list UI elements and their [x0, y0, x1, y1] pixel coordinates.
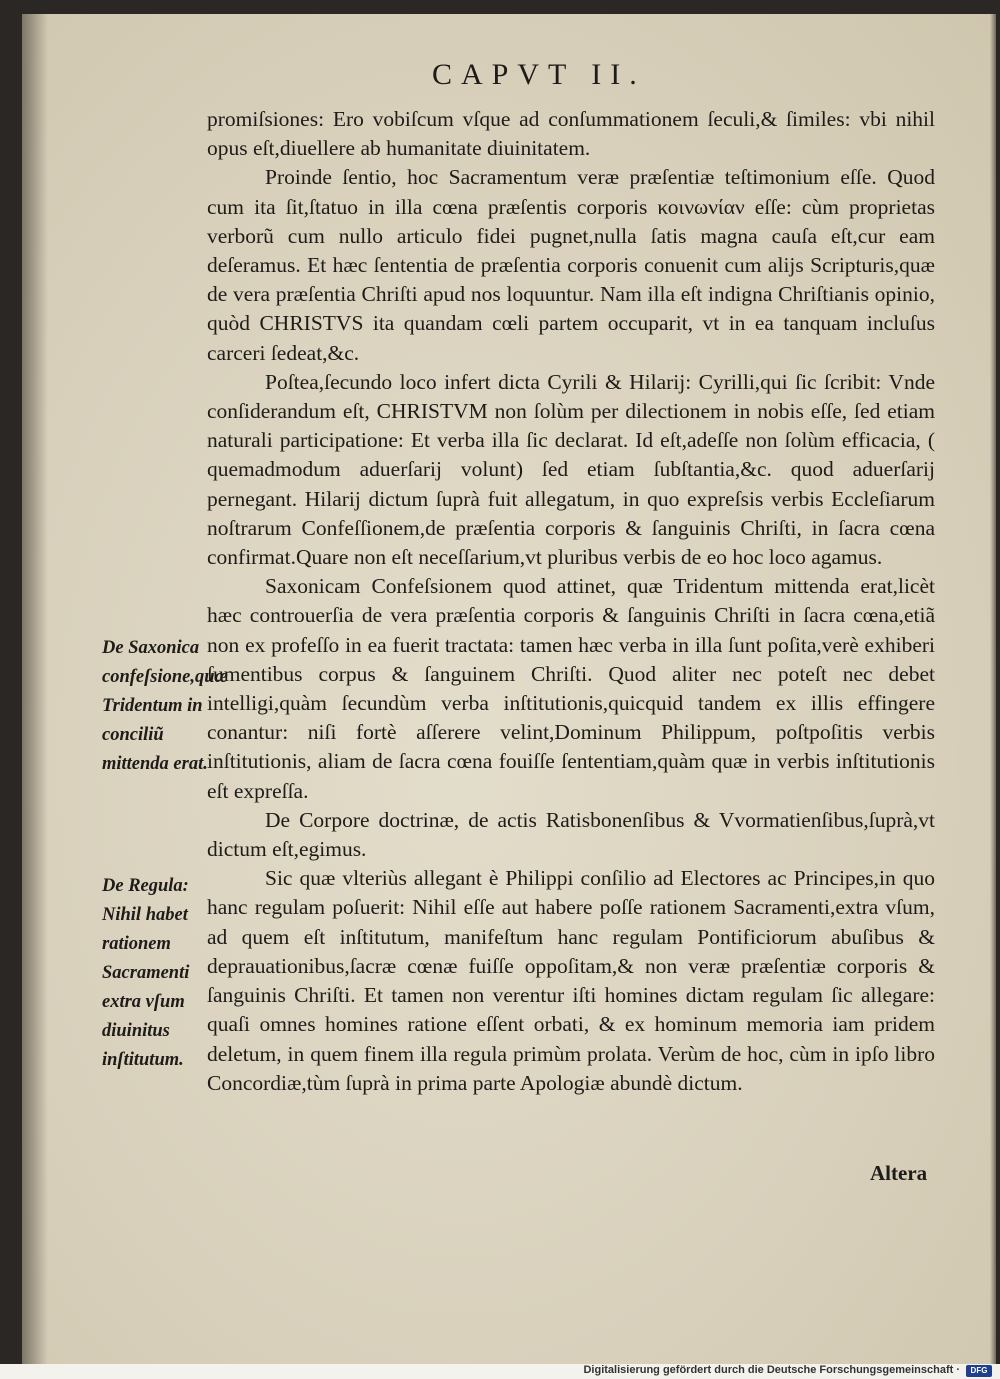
- running-head: CAPVT II.: [432, 58, 646, 91]
- paragraph: Proinde ſentio, hoc Sacramentum veræ præſentiæ teſtimonium eſſe. Quod cum ita ſit,ſtatuo in illa cœna præſentis corporis κοινωνίαν eſſe: cùm proprietas verborũ cum nullo articulo fidei pugnet,nulla ſatis magna cauſa eſt,cur eam deſeramus. Et hæc ſententia de præſentia corporis conuenit cum alijs Scripturis,quæ de vera præſentia Chriſti apud nos loquuntur. Nam illa eſt indigna Chriſtianis opinio, quòd CHRISTVS ita quandam cœli partem occuparit, vt in ea tanquam incluſus carceri ſedeat,&c.: [207, 165, 935, 365]
- paragraph: promiſsiones: Ero vobiſcum vſque ad conſummationem ſeculi,& ſimiles: vbi nihil opus eſt,diuellere ab humanitate diuinitatem.: [207, 107, 935, 161]
- dfg-logo-icon: DFG: [966, 1365, 992, 1377]
- book-page: [22, 14, 996, 1364]
- catchword: Altera: [870, 1161, 928, 1185]
- page-edge: [990, 14, 996, 1364]
- margin-note: De Regula: Nihil habet rationem Sacramenti extra vſum diuinitus inſtitutum.: [102, 876, 190, 1070]
- paragraph: Poſtea,ſecundo loco infert dicta Cyrili & Hilarij: Cyrilli,qui ſic ſcribit: Vnde conſiderandum eſt, CHRISTVM non ſolùm per dilectionem in nobis eſſe, ſed etiam naturali participatione: Et verba illa ſic declarat. Id eſt,adeſſe non ſolùm efficacia, ( quemadmodum aduerſarij volunt) ſed etiam ſubſtantia,&c. quod aduerſarij pernegant. Hilarij dictum ſuprà fuit allegatum, in quo expreſsis verbis Eccleſiarum noſtrarum Confeſſionem,de præſentia corporis & ſanguinis Chriſti, in ſacra cœna confirmat.Quare non eſt neceſſarium,vt pluribus verbis de eo hoc loco agamus.: [207, 369, 935, 570]
- paragraph: De Corpore doctrinæ, de actis Ratisbonenſibus & Vvormatienſibus,ſuprà,vt dictum eſt,egimus.: [207, 807, 935, 862]
- paragraph: Saxonicam Confeſsionem quod attinet, quæ Tridentum mittenda erat,licèt hæc controuerſia de vera præſentia corporis & ſanguinis Chriſti in ſacra cœna,etiã non ex profeſſo in ea fuerit tractata: tamen hæc verba in illa ſunt poſita,verè exhiberi ſumentibus corpus & ſanguinem Chriſti. Quod aliter nec poteſt nec debet intelligi,quàm ſecundùm verba inſtitutionis,quicquid tandem ex illis effingere conantur: niſi fortè aſſerere velint,Dominum Philippum, poſtpoſitis verbis inſtitutionis, aliam de ſacra cœna fouiſſe ſententiam,quàm quæ in verbis inſtitutionis eſt expreſſa.: [207, 574, 935, 803]
- footer-credit: Digitalisierung gefördert durch die Deutsche Forschungsgemeinschaft ·: [583, 1364, 960, 1376]
- digitization-footer: [0, 1364, 1000, 1379]
- main-text: [207, 105, 935, 1098]
- margin-note: De Saxonica confeſsione,quæ Tridentum in conciliũ mittenda erat.: [102, 638, 228, 774]
- gutter-shadow: [22, 14, 48, 1364]
- paragraph: Sic quæ vlteriùs allegant è Philippi conſilio ad Electores ac Principes,in quo hanc regulam poſuerit: Nihil eſſe aut habere poſſe rationem Sacramenti,extra vſum, ad quem eſt inſtitutum, manifeſtum hanc regulam Pontificiorum abuſibus & deprauationibus,ſacræ cœnæ fuiſſe oppoſitam,& non veræ præſentiæ corporis & ſanguinis Chriſti. Et tamen non verentur iſti homines dictam regulam ſic allegare: quaſi omnes homines ratione eſſent orbati, & ex hominum memoria iam pridem deletum, in quem finem illa regula primùm prolata. Verùm de hoc, cùm in ipſo libro Concordiæ,tùm ſuprà in prima parte Apologiæ abundè dictum.: [207, 866, 935, 1095]
